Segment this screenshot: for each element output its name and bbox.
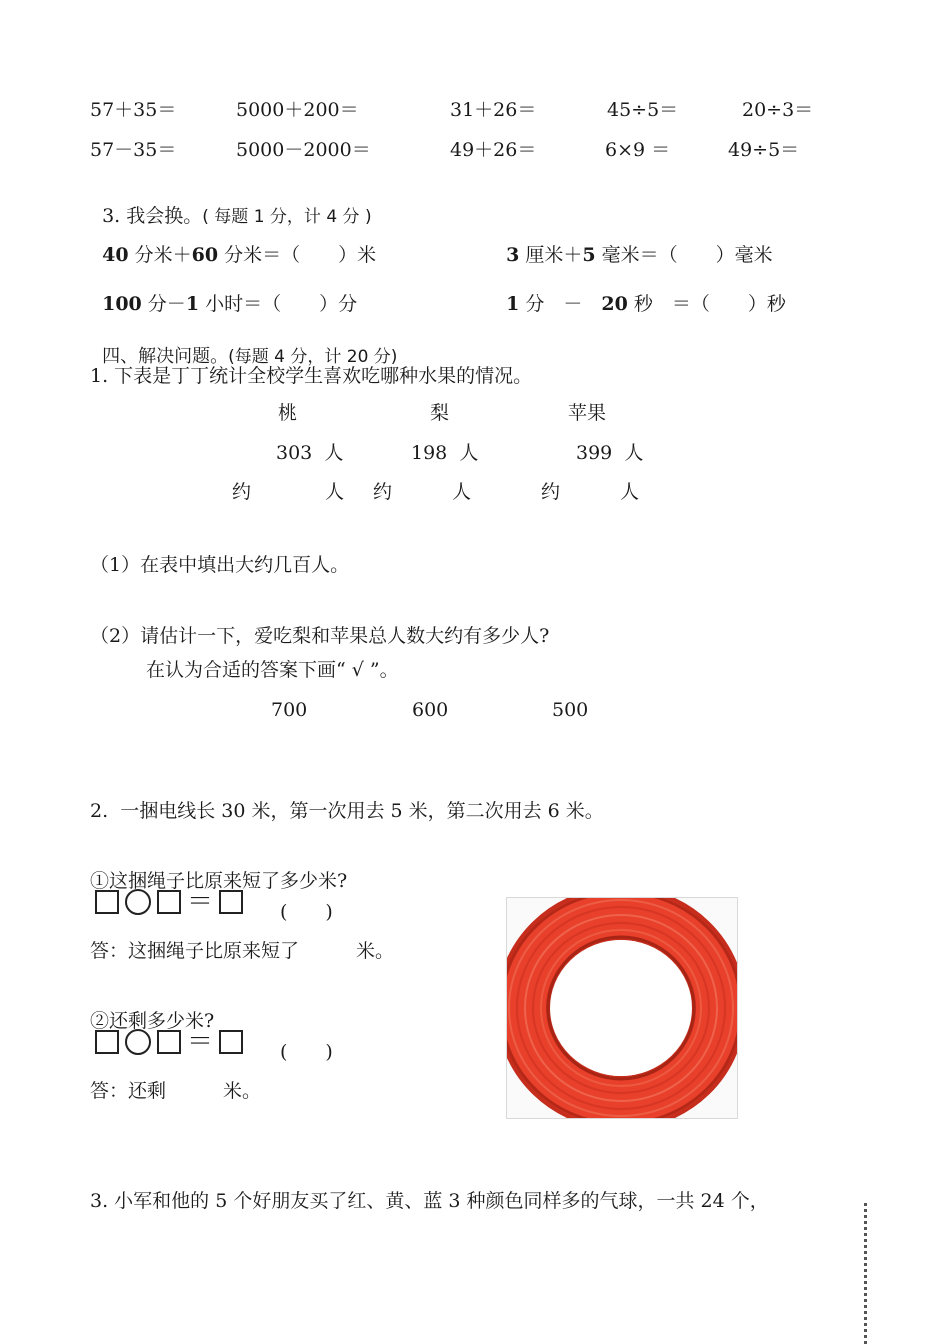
p2-sub1: ①这捆绳子比原来短了多少米? [90, 870, 348, 892]
blank-box[interactable] [157, 1030, 181, 1054]
wire-coil-image [506, 897, 738, 1119]
q1-text-b: 分米＝（ ）米 [218, 244, 377, 266]
q2-num-b: 5 [582, 244, 596, 266]
approx-label-2: 约 [373, 481, 393, 503]
calc-1-1: 57＋35＝ [90, 99, 177, 121]
wire-coil-icon [507, 898, 737, 1118]
p2-intro: 2. 一捆电线长 30 米，第一次用去 5 米，第二次用去 6 米。 [90, 800, 604, 822]
convert-q2 [494, 219, 773, 267]
approx-label-1: 约 [232, 481, 252, 503]
count-apple: 399 人 [576, 442, 644, 464]
equals-sign: ＝ [187, 887, 214, 917]
equals-sign: ＝ [187, 1027, 214, 1057]
calc-2-4: 6×9 ＝ [605, 139, 671, 161]
p2-sub2: ②还剩多少米? [90, 1010, 215, 1032]
person-label-2: 人 [452, 481, 472, 503]
option-600: 600 [412, 699, 449, 721]
q2-text-a: 厘米＋ [519, 244, 583, 266]
p2-answer-2: 答：还剩 米。 [90, 1080, 262, 1102]
q3-text-b: 小时＝（ ）分 [199, 293, 358, 315]
q4-text-b: 秒 ＝（ ）秒 [627, 293, 786, 315]
p1-q2: （2）请估计一下，爱吃梨和苹果总人数大约有多少人? [90, 625, 550, 647]
unit-paren-2: ( ) [280, 1041, 333, 1063]
p1-q2-instruction: 在认为合适的答案下画“ √ ”。 [146, 659, 399, 681]
q1-num-a: 40 [102, 244, 129, 266]
fruit-peach: 桃 [278, 402, 298, 424]
unit-paren-1: ( ) [280, 901, 333, 923]
fruit-apple: 苹果 [568, 402, 607, 424]
calc-1-3: 31＋26＝ [450, 99, 537, 121]
fruit-pear: 梨 [430, 402, 450, 424]
count-peach: 303 人 [276, 442, 344, 464]
calc-2-1: 57－35＝ [90, 139, 177, 161]
calc-2-3: 49＋26＝ [450, 139, 537, 161]
convert-note: ( 每题 1 分，计 4 分 ) [202, 207, 372, 227]
q4-num-a: 1 [506, 293, 520, 315]
calc-1-2: 5000＋200＝ [236, 99, 359, 121]
convert-q1 [90, 219, 376, 267]
operator-circle[interactable] [125, 889, 151, 915]
blank-box[interactable] [157, 890, 181, 914]
option-500: 500 [552, 699, 589, 721]
section4-note: (每题 4 分，计 20 分) [228, 347, 398, 367]
q3-num-b: 1 [185, 293, 200, 315]
option-700: 700 [271, 699, 308, 721]
calc-2-5: 49÷5＝ [728, 139, 800, 161]
blank-box[interactable] [219, 890, 243, 914]
equation-boxes-1 [95, 889, 243, 915]
q1-num-b: 60 [191, 244, 219, 266]
approx-label-3: 约 [541, 481, 561, 503]
q3-text-a: 分－ [141, 293, 186, 315]
convert-q3 [90, 268, 357, 316]
blank-box[interactable] [219, 1030, 243, 1054]
binding-dotted-line [864, 1203, 870, 1344]
convert-q4 [494, 268, 786, 316]
calc-1-4: 45÷5＝ [607, 99, 679, 121]
p1-intro: 1. 下表是丁丁统计全校学生喜欢吃哪种水果的情况。 [90, 365, 533, 387]
convert-title-text: 3. 我会换。 [102, 205, 203, 227]
q2-text-b: 毫米＝（ ）毫米 [595, 244, 773, 266]
q1-text-a: 分米＋ [128, 244, 192, 266]
blank-box[interactable] [95, 1030, 119, 1054]
blank-box[interactable] [95, 890, 119, 914]
equation-boxes-2 [95, 1029, 243, 1055]
p2-answer-1: 答：这捆绳子比原来短了 米。 [90, 940, 395, 962]
calc-1-5: 20÷3＝ [742, 99, 814, 121]
section4-heading [90, 320, 397, 369]
count-pear: 198 人 [411, 442, 479, 464]
operator-circle[interactable] [125, 1029, 151, 1055]
person-label-3: 人 [620, 481, 640, 503]
person-label-1: 人 [325, 481, 345, 503]
calc-2-2: 5000－2000＝ [236, 139, 371, 161]
q4-text-a: 分 － [519, 293, 602, 315]
p1-q1: （1）在表中填出大约几百人。 [90, 554, 350, 576]
section4-title: 四、解决问题。 [102, 346, 229, 367]
q3-num-a: 100 [102, 293, 142, 315]
q4-num-b: 20 [601, 293, 628, 315]
p3-intro: 3. 小军和他的 5 个好朋友买了红、黄、蓝 3 种颜色同样多的气球，一共 24 个， [90, 1190, 769, 1212]
q2-num-a: 3 [506, 244, 520, 266]
